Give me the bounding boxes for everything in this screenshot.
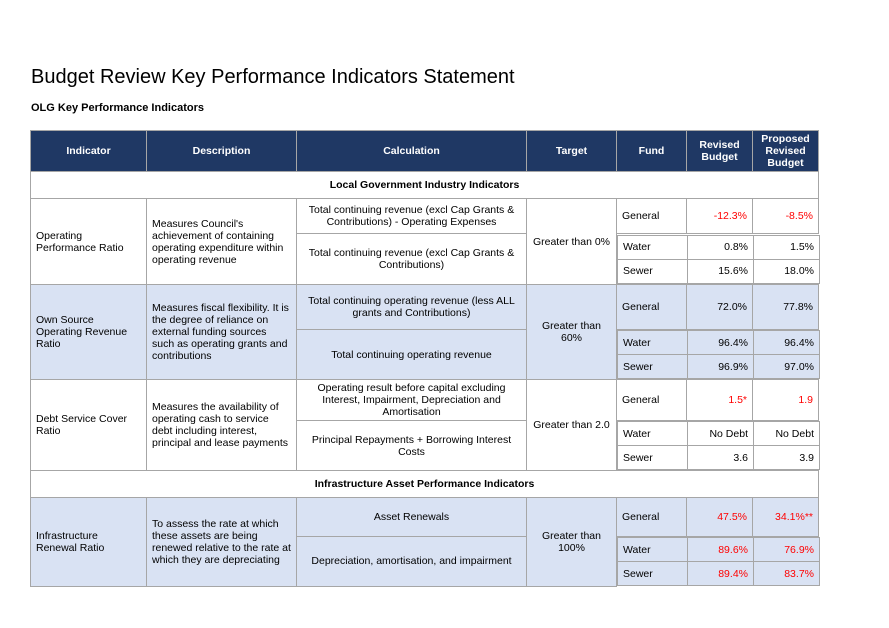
header-indicator: Indicator bbox=[31, 131, 147, 172]
revised-value: 0.8% bbox=[688, 235, 754, 259]
proposed-value: -8.5% bbox=[753, 199, 819, 234]
table-row bbox=[31, 498, 819, 537]
header-proposed-revised-budget: Proposed Revised Budget bbox=[753, 131, 819, 172]
fund-water: Water bbox=[618, 538, 688, 562]
proposed-value: 76.9% bbox=[754, 538, 820, 562]
section-local-government: Local Government Industry Indicators bbox=[31, 172, 819, 199]
fund-sewer: Sewer bbox=[618, 562, 688, 586]
revised-value: 15.6% bbox=[688, 259, 754, 283]
proposed-value: 1.5% bbox=[754, 235, 820, 259]
table-row bbox=[31, 380, 819, 421]
fund-subrows bbox=[617, 234, 819, 285]
fund-general: General bbox=[617, 199, 687, 234]
indicator-name: Debt Service Cover Ratio bbox=[31, 380, 147, 471]
indicator-description: Measures the availability of operating cash to service debt including interest, principal and lease payments bbox=[147, 380, 297, 471]
page-subtitle: OLG Key Performance Indicators bbox=[31, 102, 204, 114]
calc-denominator: Total continuing operating revenue bbox=[297, 330, 527, 380]
proposed-value: 97.0% bbox=[754, 355, 820, 379]
indicator-description: Measures Council's achievement of containing operating expenditure within operating revenue bbox=[147, 199, 297, 285]
indicator-name: Infrastructure Renewal Ratio bbox=[31, 498, 147, 587]
revised-value: 72.0% bbox=[687, 285, 753, 330]
fund-subtable bbox=[617, 330, 820, 379]
kpi-table bbox=[30, 130, 819, 587]
calc-numerator: Asset Renewals bbox=[297, 498, 527, 537]
header-target: Target bbox=[527, 131, 617, 172]
indicator-target: Greater than 100% bbox=[527, 498, 617, 587]
fund-subtable bbox=[617, 537, 820, 586]
calc-numerator: Total continuing operating revenue (less ALL grants and Contributions) bbox=[297, 285, 527, 330]
proposed-value: 83.7% bbox=[754, 562, 820, 586]
proposed-value: No Debt bbox=[754, 422, 820, 446]
header-revised-budget: Revised Budget bbox=[687, 131, 753, 172]
proposed-value: 96.4% bbox=[754, 331, 820, 355]
calc-numerator: Operating result before capital excluding Interest, Impairment, Depreciation and Amortisation bbox=[297, 380, 527, 421]
fund-subrows bbox=[617, 330, 819, 380]
page-title: Budget Review Key Performance Indicators Statement bbox=[31, 66, 515, 88]
indicator-target: Greater than 2.0 bbox=[527, 380, 617, 471]
fund-sewer: Sewer bbox=[618, 355, 688, 379]
indicator-target: Greater than 0% bbox=[527, 199, 617, 285]
calc-denominator: Total continuing revenue (excl Cap Grants & Contributions) bbox=[297, 234, 527, 285]
revised-value: 89.4% bbox=[688, 562, 754, 586]
revised-value: 89.6% bbox=[688, 538, 754, 562]
fund-subrows bbox=[617, 537, 819, 587]
fund-water: Water bbox=[618, 331, 688, 355]
section-infrastructure: Infrastructure Asset Performance Indicators bbox=[31, 471, 819, 498]
proposed-value: 77.8% bbox=[753, 285, 819, 330]
table-header-row bbox=[31, 131, 819, 172]
fund-subtable bbox=[617, 421, 820, 470]
table-row bbox=[31, 285, 819, 330]
proposed-value: 3.9 bbox=[754, 446, 820, 470]
indicator-description: Measures fiscal flexibility. It is the degree of reliance on external funding sources such as operating grants and contributions bbox=[147, 285, 297, 380]
revised-value: No Debt bbox=[688, 422, 754, 446]
calc-denominator: Principal Repayments + Borrowing Interest Costs bbox=[297, 421, 527, 471]
fund-sewer: Sewer bbox=[618, 259, 688, 283]
fund-subrows bbox=[617, 421, 819, 471]
proposed-value: 34.1%** bbox=[753, 498, 819, 537]
calc-denominator: Depreciation, amortisation, and impairment bbox=[297, 537, 527, 587]
header-description: Description bbox=[147, 131, 297, 172]
revised-value: 47.5% bbox=[687, 498, 753, 537]
calc-numerator: Total continuing revenue (excl Cap Grants & Contributions) - Operating Expenses bbox=[297, 199, 527, 234]
revised-value: -12.3% bbox=[687, 199, 753, 234]
fund-general: General bbox=[617, 380, 687, 421]
proposed-value: 18.0% bbox=[754, 259, 820, 283]
table-row bbox=[31, 199, 819, 234]
fund-general: General bbox=[617, 498, 687, 537]
fund-sewer: Sewer bbox=[618, 446, 688, 470]
indicator-description: To assess the rate at which these assets are being renewed relative to the rate at which they are depreciating bbox=[147, 498, 297, 587]
header-calculation: Calculation bbox=[297, 131, 527, 172]
indicator-target: Greater than 60% bbox=[527, 285, 617, 380]
proposed-value: 1.9 bbox=[753, 380, 819, 421]
revised-value: 1.5* bbox=[687, 380, 753, 421]
fund-subtable bbox=[617, 235, 820, 284]
fund-general: General bbox=[617, 285, 687, 330]
indicator-name: Operating Performance Ratio bbox=[31, 199, 147, 285]
indicator-name: Own Source Operating Revenue Ratio bbox=[31, 285, 147, 380]
revised-value: 96.9% bbox=[688, 355, 754, 379]
revised-value: 96.4% bbox=[688, 331, 754, 355]
revised-value: 3.6 bbox=[688, 446, 754, 470]
fund-water: Water bbox=[618, 235, 688, 259]
header-fund: Fund bbox=[617, 131, 687, 172]
fund-water: Water bbox=[618, 422, 688, 446]
